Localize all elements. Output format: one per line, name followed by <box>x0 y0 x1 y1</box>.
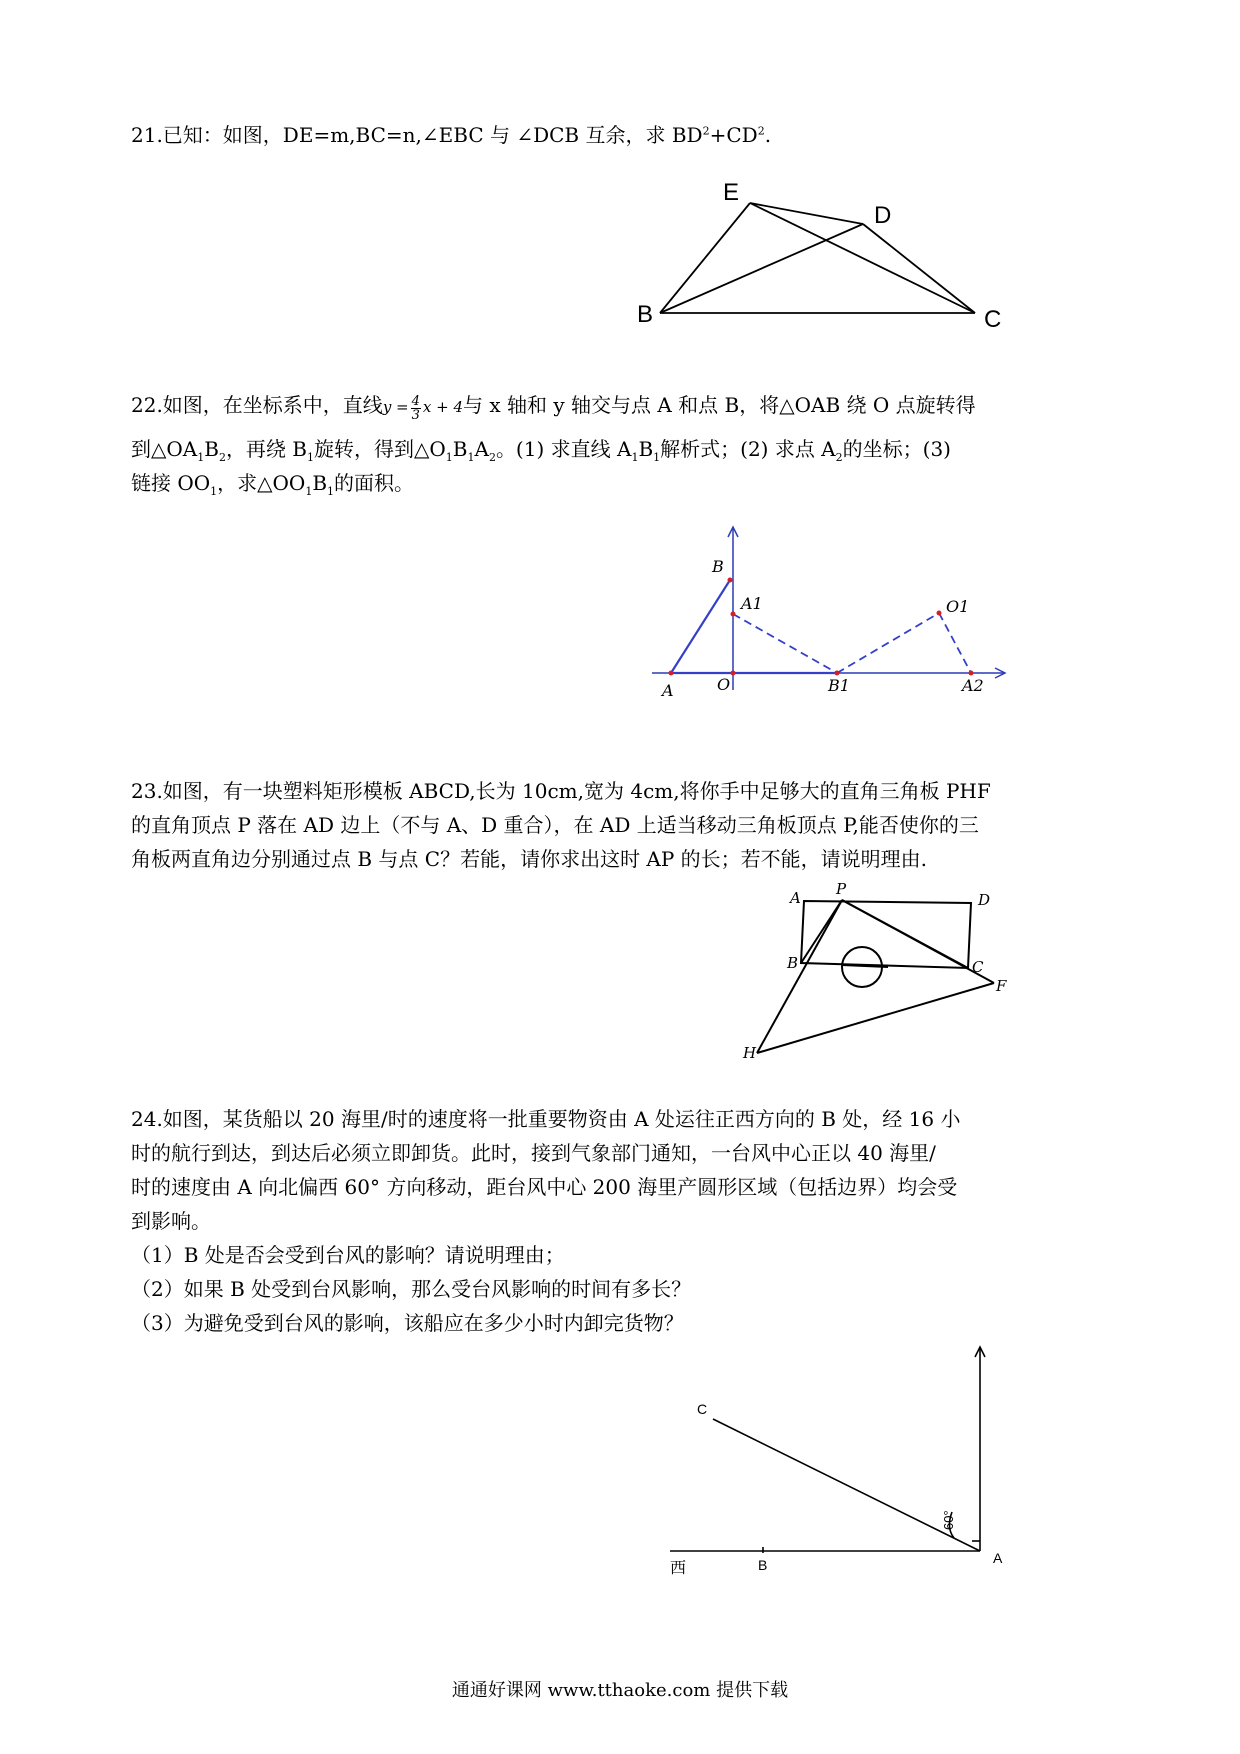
q22-label-A: A <box>662 681 674 700</box>
page-footer: 通通好课网 www.tthaoke.com 提供下载 <box>451 1680 789 1701</box>
q21-sup-2: 2 <box>757 124 765 138</box>
q23-line-1: 23.如图，有一块塑料矩形模板 ABCD,长为 10cm,宽为 4cm,将你手中足够大的直角三角板 PHF <box>131 779 991 803</box>
q21-label-C: C <box>984 306 1002 333</box>
q24-line-4: 到影响。 <box>131 1209 211 1233</box>
q22-text-l1: 与 x 轴和 y 轴交与点 A 和点 B，将△OAB 绕 O 点旋转得 <box>463 393 976 417</box>
q24-label-C: C <box>697 1401 708 1417</box>
q24-label-west: 西 <box>670 1558 687 1577</box>
question-22: 22.如图，在坐标系中，直线y = $\frac{4}{3}$ x + 4与 x 轴和 y 轴交与点 A 和点 B，将△OAB 绕 O 点旋转得 到$\triangle OA_1B_2$，再绕 $B_1$旋转，得到$\triangle O_1B_1A_2$。(1) 求直线 $A_1B_1$解析式；(2) 求点 $A_2$的坐标；(3) 链接 $OO_1$，求$\triangle OO_1B_1$的面积。 <box>131 393 976 498</box>
q24-sub-1: （1）B 处是否会受到台风的影响？请说明理由； <box>131 1243 565 1267</box>
q21-text-a: 21.已知：如图，DE=m,BC=n,∠EBC 与 ∠DCB 互余，求 BD <box>131 123 703 147</box>
q21-text-c: . <box>764 123 772 147</box>
q21-label-E: E <box>723 179 740 206</box>
q22-label-O1: O1 <box>946 597 970 616</box>
q22-label-O: O <box>717 675 731 694</box>
q24-sub-3: （3）为避免受到台风的影响，该船应在多少小时内卸完货物？ <box>131 1311 684 1335</box>
q22-label-A1: A1 <box>741 594 763 613</box>
q23-label-B: B <box>787 954 799 972</box>
q22-label-B1: B1 <box>828 676 850 695</box>
q23-line-2: 的直角顶点 P 落在 AD 边上（不与 A、D 重合），在 AD 上适当移动三角板顶点 P,能否使你的三 <box>131 813 979 837</box>
q24-sub-2: （2）如果 B 处受到台风影响，那么受台风影响的时间有多长？ <box>131 1277 692 1301</box>
q24-label-A: A <box>993 1550 1003 1566</box>
q21-label-D: D <box>874 202 892 229</box>
q22-fraction: $\frac{4}{3}$ <box>411 393 420 423</box>
q21-text-b: +CD <box>709 123 758 147</box>
q23-label-H: H <box>743 1044 757 1062</box>
q23-label-A: A <box>790 889 801 907</box>
q22-equation: y = $\frac{4}{3}$ x + 4 <box>382 393 464 423</box>
q24-angle-label: 60° <box>941 1510 956 1530</box>
q24-line-1: 24.如图，某货船以 20 海里/时的速度将一批重要物资由 A 处运往正西方向的 B 处，经 16 小 <box>131 1107 961 1131</box>
q21-label-B: B <box>637 301 654 328</box>
q23-label-F: F <box>996 977 1007 995</box>
q23-line-3: 角板两直角边分别通过点 B 与点 C？若能，请你求出这时 AP 的长；若不能，请说明理由. <box>131 847 928 871</box>
q21-sup-1: 2 <box>702 124 710 138</box>
q24-line-3: 时的速度由 A 向北偏西 60° 方向移动，距台风中心 200 海里产圆形区域（包括边界）均会受 <box>131 1175 958 1199</box>
q23-label-P: P <box>836 880 847 898</box>
q23-label-D: D <box>978 891 991 909</box>
q23-label-C: C <box>972 958 984 976</box>
q22-label-B: B <box>712 557 724 576</box>
q24-line-2: 时的航行到达，到达后必须立即卸货。此时，接到气象部门通知，一台风中心正以 40 海里/ <box>131 1141 936 1165</box>
q22-text-intro: 22.如图，在坐标系中，直线 <box>131 393 383 417</box>
q22-label-A2: A2 <box>962 676 984 695</box>
q24-path-AC <box>713 1419 980 1551</box>
q24-label-B: B <box>758 1557 768 1573</box>
